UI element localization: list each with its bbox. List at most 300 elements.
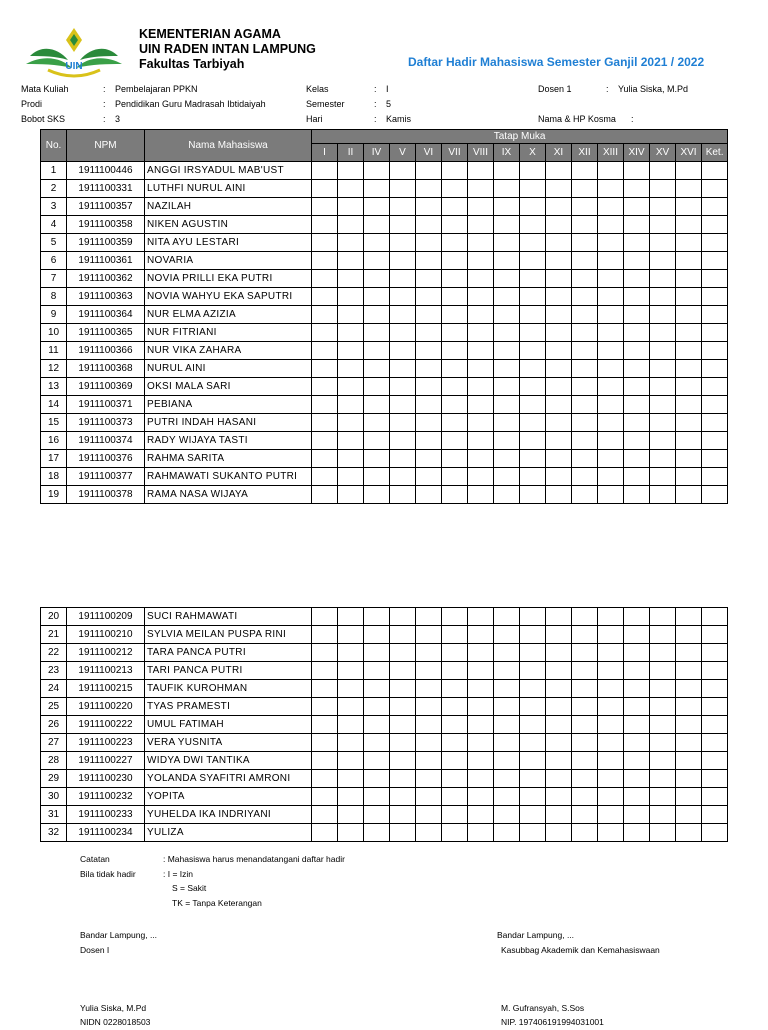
attendance-cell[interactable] (624, 288, 650, 306)
attendance-cell[interactable] (624, 414, 650, 432)
attendance-cell[interactable] (676, 752, 702, 770)
keterangan-cell[interactable] (702, 162, 728, 180)
attendance-cell[interactable] (598, 306, 624, 324)
attendance-cell[interactable] (468, 252, 494, 270)
attendance-cell[interactable] (676, 216, 702, 234)
attendance-cell[interactable] (572, 360, 598, 378)
attendance-cell[interactable] (390, 752, 416, 770)
attendance-cell[interactable] (494, 644, 520, 662)
attendance-cell[interactable] (572, 378, 598, 396)
attendance-cell[interactable] (338, 824, 364, 842)
attendance-cell[interactable] (546, 252, 572, 270)
attendance-cell[interactable] (572, 626, 598, 644)
attendance-cell[interactable] (468, 468, 494, 486)
attendance-cell[interactable] (338, 770, 364, 788)
attendance-cell[interactable] (468, 450, 494, 468)
attendance-cell[interactable] (494, 234, 520, 252)
attendance-cell[interactable] (468, 342, 494, 360)
attendance-cell[interactable] (572, 234, 598, 252)
attendance-cell[interactable] (650, 698, 676, 716)
attendance-cell[interactable] (364, 626, 390, 644)
attendance-cell[interactable] (598, 752, 624, 770)
attendance-cell[interactable] (338, 216, 364, 234)
attendance-cell[interactable] (676, 734, 702, 752)
attendance-cell[interactable] (442, 788, 468, 806)
attendance-cell[interactable] (338, 288, 364, 306)
attendance-cell[interactable] (546, 662, 572, 680)
attendance-cell[interactable] (364, 342, 390, 360)
attendance-cell[interactable] (572, 162, 598, 180)
attendance-cell[interactable] (338, 432, 364, 450)
attendance-cell[interactable] (364, 806, 390, 824)
attendance-cell[interactable] (390, 698, 416, 716)
attendance-cell[interactable] (598, 270, 624, 288)
attendance-cell[interactable] (650, 662, 676, 680)
attendance-cell[interactable] (520, 324, 546, 342)
attendance-cell[interactable] (520, 216, 546, 234)
attendance-cell[interactable] (546, 360, 572, 378)
attendance-cell[interactable] (598, 644, 624, 662)
attendance-cell[interactable] (676, 360, 702, 378)
attendance-cell[interactable] (624, 378, 650, 396)
attendance-cell[interactable] (468, 698, 494, 716)
attendance-cell[interactable] (650, 824, 676, 842)
attendance-cell[interactable] (416, 824, 442, 842)
attendance-cell[interactable] (546, 734, 572, 752)
attendance-cell[interactable] (338, 414, 364, 432)
attendance-cell[interactable] (650, 360, 676, 378)
attendance-cell[interactable] (546, 396, 572, 414)
attendance-cell[interactable] (520, 180, 546, 198)
attendance-cell[interactable] (520, 468, 546, 486)
attendance-cell[interactable] (546, 644, 572, 662)
keterangan-cell[interactable] (702, 234, 728, 252)
attendance-cell[interactable] (416, 450, 442, 468)
attendance-cell[interactable] (598, 360, 624, 378)
attendance-cell[interactable] (338, 234, 364, 252)
attendance-cell[interactable] (676, 414, 702, 432)
attendance-cell[interactable] (494, 288, 520, 306)
attendance-cell[interactable] (494, 626, 520, 644)
attendance-cell[interactable] (364, 288, 390, 306)
attendance-cell[interactable] (598, 234, 624, 252)
attendance-cell[interactable] (390, 734, 416, 752)
attendance-cell[interactable] (312, 162, 338, 180)
attendance-cell[interactable] (338, 644, 364, 662)
attendance-cell[interactable] (650, 468, 676, 486)
attendance-cell[interactable] (338, 342, 364, 360)
attendance-cell[interactable] (676, 378, 702, 396)
attendance-cell[interactable] (546, 378, 572, 396)
attendance-cell[interactable] (572, 662, 598, 680)
attendance-cell[interactable] (338, 788, 364, 806)
attendance-cell[interactable] (468, 432, 494, 450)
attendance-cell[interactable] (624, 324, 650, 342)
attendance-cell[interactable] (676, 698, 702, 716)
attendance-cell[interactable] (494, 162, 520, 180)
attendance-cell[interactable] (312, 486, 338, 504)
attendance-cell[interactable] (364, 734, 390, 752)
attendance-cell[interactable] (468, 360, 494, 378)
attendance-cell[interactable] (494, 716, 520, 734)
attendance-cell[interactable] (364, 824, 390, 842)
attendance-cell[interactable] (520, 734, 546, 752)
attendance-cell[interactable] (598, 716, 624, 734)
attendance-cell[interactable] (676, 788, 702, 806)
attendance-cell[interactable] (624, 396, 650, 414)
attendance-cell[interactable] (338, 626, 364, 644)
attendance-cell[interactable] (624, 162, 650, 180)
attendance-cell[interactable] (468, 270, 494, 288)
attendance-cell[interactable] (572, 752, 598, 770)
attendance-cell[interactable] (468, 644, 494, 662)
attendance-cell[interactable] (624, 270, 650, 288)
keterangan-cell[interactable] (702, 806, 728, 824)
attendance-cell[interactable] (494, 360, 520, 378)
attendance-cell[interactable] (468, 824, 494, 842)
attendance-cell[interactable] (598, 288, 624, 306)
attendance-cell[interactable] (494, 378, 520, 396)
attendance-cell[interactable] (520, 162, 546, 180)
attendance-cell[interactable] (416, 626, 442, 644)
attendance-cell[interactable] (364, 450, 390, 468)
attendance-cell[interactable] (572, 216, 598, 234)
attendance-cell[interactable] (546, 216, 572, 234)
attendance-cell[interactable] (572, 608, 598, 626)
attendance-cell[interactable] (598, 680, 624, 698)
attendance-cell[interactable] (650, 432, 676, 450)
attendance-cell[interactable] (624, 198, 650, 216)
attendance-cell[interactable] (338, 378, 364, 396)
attendance-cell[interactable] (312, 288, 338, 306)
attendance-cell[interactable] (572, 680, 598, 698)
attendance-cell[interactable] (546, 342, 572, 360)
attendance-cell[interactable] (312, 360, 338, 378)
attendance-cell[interactable] (650, 198, 676, 216)
attendance-cell[interactable] (468, 716, 494, 734)
attendance-cell[interactable] (650, 162, 676, 180)
attendance-cell[interactable] (364, 770, 390, 788)
attendance-cell[interactable] (468, 734, 494, 752)
attendance-cell[interactable] (338, 198, 364, 216)
keterangan-cell[interactable] (702, 216, 728, 234)
attendance-cell[interactable] (676, 180, 702, 198)
attendance-cell[interactable] (416, 680, 442, 698)
attendance-cell[interactable] (676, 662, 702, 680)
attendance-cell[interactable] (494, 752, 520, 770)
attendance-cell[interactable] (338, 468, 364, 486)
attendance-cell[interactable] (312, 644, 338, 662)
attendance-cell[interactable] (416, 198, 442, 216)
attendance-cell[interactable] (572, 252, 598, 270)
attendance-cell[interactable] (572, 450, 598, 468)
attendance-cell[interactable] (364, 432, 390, 450)
attendance-cell[interactable] (312, 752, 338, 770)
attendance-cell[interactable] (390, 806, 416, 824)
attendance-cell[interactable] (624, 644, 650, 662)
attendance-cell[interactable] (364, 396, 390, 414)
attendance-cell[interactable] (494, 608, 520, 626)
attendance-cell[interactable] (494, 432, 520, 450)
attendance-cell[interactable] (312, 662, 338, 680)
attendance-cell[interactable] (442, 752, 468, 770)
attendance-cell[interactable] (364, 306, 390, 324)
attendance-cell[interactable] (650, 716, 676, 734)
attendance-cell[interactable] (520, 644, 546, 662)
attendance-cell[interactable] (546, 414, 572, 432)
attendance-cell[interactable] (390, 644, 416, 662)
attendance-cell[interactable] (390, 270, 416, 288)
attendance-cell[interactable] (650, 378, 676, 396)
attendance-cell[interactable] (650, 414, 676, 432)
attendance-cell[interactable] (312, 378, 338, 396)
attendance-cell[interactable] (598, 396, 624, 414)
attendance-cell[interactable] (598, 486, 624, 504)
attendance-cell[interactable] (520, 432, 546, 450)
keterangan-cell[interactable] (702, 770, 728, 788)
attendance-cell[interactable] (598, 770, 624, 788)
attendance-cell[interactable] (338, 608, 364, 626)
attendance-cell[interactable] (390, 162, 416, 180)
attendance-cell[interactable] (650, 680, 676, 698)
keterangan-cell[interactable] (702, 824, 728, 842)
attendance-cell[interactable] (676, 680, 702, 698)
attendance-cell[interactable] (442, 234, 468, 252)
attendance-cell[interactable] (572, 180, 598, 198)
attendance-cell[interactable] (338, 662, 364, 680)
attendance-cell[interactable] (364, 198, 390, 216)
attendance-cell[interactable] (416, 360, 442, 378)
attendance-cell[interactable] (598, 216, 624, 234)
attendance-cell[interactable] (338, 324, 364, 342)
attendance-cell[interactable] (650, 806, 676, 824)
attendance-cell[interactable] (468, 414, 494, 432)
attendance-cell[interactable] (494, 788, 520, 806)
attendance-cell[interactable] (364, 360, 390, 378)
attendance-cell[interactable] (442, 198, 468, 216)
attendance-cell[interactable] (468, 288, 494, 306)
attendance-cell[interactable] (624, 450, 650, 468)
attendance-cell[interactable] (364, 716, 390, 734)
attendance-cell[interactable] (624, 360, 650, 378)
attendance-cell[interactable] (598, 608, 624, 626)
attendance-cell[interactable] (676, 252, 702, 270)
attendance-cell[interactable] (520, 342, 546, 360)
attendance-cell[interactable] (598, 432, 624, 450)
attendance-cell[interactable] (364, 162, 390, 180)
attendance-cell[interactable] (390, 180, 416, 198)
attendance-cell[interactable] (598, 252, 624, 270)
attendance-cell[interactable] (364, 788, 390, 806)
attendance-cell[interactable] (572, 198, 598, 216)
attendance-cell[interactable] (312, 680, 338, 698)
attendance-cell[interactable] (520, 662, 546, 680)
attendance-cell[interactable] (442, 288, 468, 306)
keterangan-cell[interactable] (702, 198, 728, 216)
attendance-cell[interactable] (312, 414, 338, 432)
attendance-cell[interactable] (520, 806, 546, 824)
attendance-cell[interactable] (364, 234, 390, 252)
attendance-cell[interactable] (520, 716, 546, 734)
keterangan-cell[interactable] (702, 486, 728, 504)
attendance-cell[interactable] (676, 806, 702, 824)
attendance-cell[interactable] (598, 162, 624, 180)
attendance-cell[interactable] (546, 608, 572, 626)
attendance-cell[interactable] (598, 342, 624, 360)
attendance-cell[interactable] (598, 450, 624, 468)
attendance-cell[interactable] (572, 824, 598, 842)
attendance-cell[interactable] (520, 608, 546, 626)
attendance-cell[interactable] (520, 396, 546, 414)
attendance-cell[interactable] (442, 360, 468, 378)
attendance-cell[interactable] (494, 324, 520, 342)
attendance-cell[interactable] (442, 162, 468, 180)
attendance-cell[interactable] (520, 824, 546, 842)
attendance-cell[interactable] (494, 396, 520, 414)
attendance-cell[interactable] (494, 734, 520, 752)
attendance-cell[interactable] (364, 608, 390, 626)
attendance-cell[interactable] (520, 486, 546, 504)
attendance-cell[interactable] (312, 806, 338, 824)
attendance-cell[interactable] (624, 252, 650, 270)
attendance-cell[interactable] (650, 216, 676, 234)
attendance-cell[interactable] (624, 234, 650, 252)
attendance-cell[interactable] (364, 752, 390, 770)
attendance-cell[interactable] (650, 234, 676, 252)
attendance-cell[interactable] (572, 270, 598, 288)
attendance-cell[interactable] (546, 234, 572, 252)
attendance-cell[interactable] (442, 680, 468, 698)
attendance-cell[interactable] (624, 608, 650, 626)
attendance-cell[interactable] (650, 324, 676, 342)
attendance-cell[interactable] (390, 770, 416, 788)
attendance-cell[interactable] (676, 234, 702, 252)
attendance-cell[interactable] (364, 644, 390, 662)
attendance-cell[interactable] (598, 662, 624, 680)
attendance-cell[interactable] (364, 324, 390, 342)
attendance-cell[interactable] (338, 680, 364, 698)
attendance-cell[interactable] (676, 608, 702, 626)
attendance-cell[interactable] (546, 626, 572, 644)
attendance-cell[interactable] (468, 662, 494, 680)
attendance-cell[interactable] (494, 468, 520, 486)
attendance-cell[interactable] (468, 306, 494, 324)
attendance-cell[interactable] (650, 752, 676, 770)
attendance-cell[interactable] (390, 432, 416, 450)
attendance-cell[interactable] (572, 396, 598, 414)
attendance-cell[interactable] (572, 468, 598, 486)
attendance-cell[interactable] (338, 698, 364, 716)
attendance-cell[interactable] (416, 432, 442, 450)
attendance-cell[interactable] (676, 450, 702, 468)
attendance-cell[interactable] (312, 770, 338, 788)
attendance-cell[interactable] (598, 324, 624, 342)
attendance-cell[interactable] (468, 198, 494, 216)
attendance-cell[interactable] (442, 486, 468, 504)
attendance-cell[interactable] (676, 770, 702, 788)
keterangan-cell[interactable] (702, 288, 728, 306)
attendance-cell[interactable] (364, 662, 390, 680)
attendance-cell[interactable] (468, 378, 494, 396)
attendance-cell[interactable] (442, 734, 468, 752)
attendance-cell[interactable] (546, 468, 572, 486)
attendance-cell[interactable] (546, 450, 572, 468)
attendance-cell[interactable] (390, 288, 416, 306)
attendance-cell[interactable] (624, 626, 650, 644)
attendance-cell[interactable] (572, 716, 598, 734)
attendance-cell[interactable] (312, 468, 338, 486)
attendance-cell[interactable] (650, 734, 676, 752)
attendance-cell[interactable] (624, 734, 650, 752)
attendance-cell[interactable] (338, 396, 364, 414)
attendance-cell[interactable] (650, 270, 676, 288)
attendance-cell[interactable] (520, 270, 546, 288)
attendance-cell[interactable] (676, 432, 702, 450)
attendance-cell[interactable] (546, 324, 572, 342)
attendance-cell[interactable] (416, 468, 442, 486)
attendance-cell[interactable] (572, 770, 598, 788)
attendance-cell[interactable] (598, 180, 624, 198)
attendance-cell[interactable] (598, 788, 624, 806)
attendance-cell[interactable] (338, 306, 364, 324)
attendance-cell[interactable] (442, 252, 468, 270)
keterangan-cell[interactable] (702, 270, 728, 288)
attendance-cell[interactable] (364, 252, 390, 270)
attendance-cell[interactable] (494, 680, 520, 698)
attendance-cell[interactable] (364, 486, 390, 504)
attendance-cell[interactable] (624, 824, 650, 842)
attendance-cell[interactable] (416, 698, 442, 716)
keterangan-cell[interactable] (702, 360, 728, 378)
attendance-cell[interactable] (572, 788, 598, 806)
attendance-cell[interactable] (494, 450, 520, 468)
keterangan-cell[interactable] (702, 432, 728, 450)
attendance-cell[interactable] (650, 486, 676, 504)
attendance-cell[interactable] (312, 396, 338, 414)
keterangan-cell[interactable] (702, 788, 728, 806)
attendance-cell[interactable] (676, 716, 702, 734)
attendance-cell[interactable] (442, 378, 468, 396)
attendance-cell[interactable] (416, 752, 442, 770)
attendance-cell[interactable] (650, 788, 676, 806)
attendance-cell[interactable] (442, 396, 468, 414)
attendance-cell[interactable] (676, 198, 702, 216)
attendance-cell[interactable] (442, 216, 468, 234)
attendance-cell[interactable] (676, 306, 702, 324)
attendance-cell[interactable] (546, 180, 572, 198)
attendance-cell[interactable] (442, 270, 468, 288)
attendance-cell[interactable] (624, 770, 650, 788)
attendance-cell[interactable] (598, 378, 624, 396)
attendance-cell[interactable] (442, 716, 468, 734)
attendance-cell[interactable] (312, 180, 338, 198)
attendance-cell[interactable] (442, 324, 468, 342)
attendance-cell[interactable] (416, 378, 442, 396)
attendance-cell[interactable] (416, 216, 442, 234)
attendance-cell[interactable] (624, 180, 650, 198)
attendance-cell[interactable] (390, 216, 416, 234)
attendance-cell[interactable] (598, 626, 624, 644)
attendance-cell[interactable] (494, 198, 520, 216)
attendance-cell[interactable] (416, 788, 442, 806)
attendance-cell[interactable] (546, 788, 572, 806)
attendance-cell[interactable] (572, 324, 598, 342)
attendance-cell[interactable] (546, 806, 572, 824)
attendance-cell[interactable] (624, 806, 650, 824)
keterangan-cell[interactable] (702, 396, 728, 414)
keterangan-cell[interactable] (702, 752, 728, 770)
attendance-cell[interactable] (416, 662, 442, 680)
